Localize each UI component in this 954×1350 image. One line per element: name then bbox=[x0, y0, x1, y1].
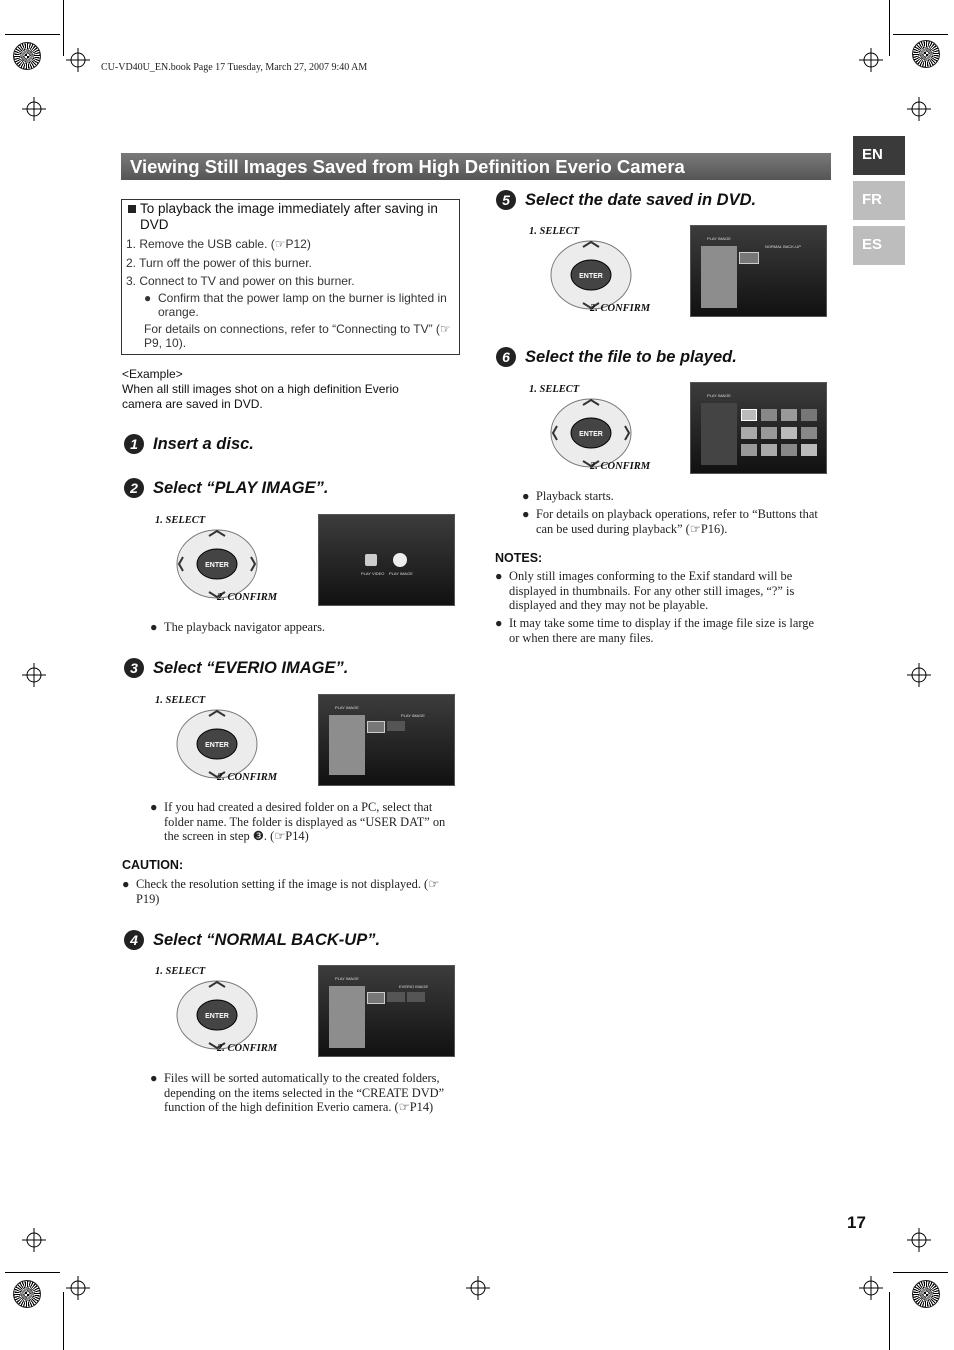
screen-selected-item bbox=[367, 721, 385, 733]
info-box bbox=[121, 199, 460, 355]
confirm-label: 2. CONFIRM bbox=[217, 592, 278, 603]
caution-bullet: ● Check the resolution setting if the image is not displayed. (☞P19) bbox=[122, 877, 440, 906]
note-item: ● It may take some time to display if the image file size is large or when there are many files. bbox=[495, 616, 814, 645]
crosshair-icon bbox=[66, 1276, 90, 1300]
registration-sunburst-icon bbox=[912, 1280, 940, 1308]
crosshair-icon bbox=[907, 663, 931, 687]
thumbnail bbox=[761, 427, 777, 439]
registration-sunburst-icon bbox=[13, 42, 41, 70]
enter-dial-icon bbox=[549, 238, 633, 312]
thumbnail bbox=[741, 444, 757, 456]
step2-bullet: ● The playback navigator appears. bbox=[150, 620, 326, 634]
registration-sunburst-icon bbox=[912, 40, 940, 68]
tab-language-fr[interactable]: FR bbox=[853, 181, 905, 220]
step-number: 1 bbox=[124, 434, 144, 454]
caution-heading: CAUTION: bbox=[122, 858, 184, 872]
confirm-label: 2. CONFIRM bbox=[217, 772, 278, 783]
crop-mark bbox=[5, 1272, 60, 1273]
book-header-line: CU-VD40U_EN.book Page 17 Tuesday, March 27, 2007 9:40 AM bbox=[101, 62, 368, 73]
example-label: <Example> bbox=[122, 367, 183, 381]
screen-thumbnails bbox=[690, 382, 827, 474]
play-video-label: PLAY VIDEO bbox=[361, 571, 385, 576]
screen-item bbox=[407, 992, 425, 1002]
thumbnail bbox=[801, 409, 817, 421]
svg-text:ENTER: ENTER bbox=[205, 562, 229, 569]
crosshair-icon bbox=[66, 48, 90, 72]
step-number: 2 bbox=[124, 478, 144, 498]
crosshair-icon bbox=[859, 48, 883, 72]
remote-dial-figure bbox=[150, 692, 290, 788]
remote-dial-figure bbox=[150, 963, 290, 1059]
step-title: Select “EVERIO IMAGE”. bbox=[153, 659, 349, 677]
screen-item bbox=[387, 721, 405, 731]
crop-mark bbox=[893, 34, 948, 35]
crosshair-icon bbox=[22, 663, 46, 687]
play-image-label: PLAY IMAGE bbox=[389, 571, 413, 576]
screen-left-panel bbox=[329, 715, 365, 775]
confirm-label: 2. CONFIRM bbox=[590, 303, 651, 314]
notes-heading: NOTES: bbox=[495, 551, 543, 565]
svg-text:ENTER: ENTER bbox=[579, 431, 603, 438]
screen-left-panel bbox=[701, 246, 737, 308]
step6-bullet: ● Playback starts. bbox=[522, 489, 614, 503]
page-title: Viewing Still Images Saved from High Definition Everio Camera bbox=[121, 153, 831, 180]
select-label: 1. SELECT bbox=[155, 966, 206, 977]
crosshair-icon bbox=[22, 97, 46, 121]
crosshair-icon bbox=[859, 1276, 883, 1300]
remote-dial-figure bbox=[150, 512, 290, 608]
camera-icon bbox=[393, 553, 407, 567]
svg-text:ENTER: ENTER bbox=[205, 742, 229, 749]
registration-sunburst-icon bbox=[13, 1280, 41, 1308]
screen-normal-backup bbox=[690, 225, 827, 317]
enter-dial-icon bbox=[175, 527, 259, 601]
info-item: 2. Turn off the power of this burner. bbox=[126, 255, 312, 270]
select-label: 1. SELECT bbox=[529, 226, 580, 237]
screen-header: PLAY IMAGE bbox=[335, 976, 359, 981]
step-title: Select the date saved in DVD. bbox=[525, 191, 757, 209]
enter-dial-icon bbox=[175, 978, 259, 1052]
screen-everio-image bbox=[318, 965, 455, 1057]
crop-mark bbox=[889, 0, 890, 56]
crop-mark bbox=[63, 1292, 64, 1350]
thumbnail bbox=[781, 427, 797, 439]
enter-dial-icon bbox=[549, 396, 633, 470]
thumbnail bbox=[761, 409, 777, 421]
screen-left-panel bbox=[701, 403, 737, 465]
crosshair-icon bbox=[22, 1228, 46, 1252]
screen-play-image bbox=[318, 694, 455, 786]
info-item: 3. Connect to TV and power on this burner. bbox=[126, 274, 355, 288]
step-title: Select “NORMAL BACK-UP”. bbox=[153, 931, 381, 949]
thumbnail bbox=[801, 427, 817, 439]
svg-text:ENTER: ENTER bbox=[579, 273, 603, 280]
step4-bullet: ● Files will be sorted automatically to the created folders, depending on the items selected in the “CREATE DVD” function of the high definition Everio camera. (☞P14) bbox=[150, 1071, 445, 1114]
screen-selected-item bbox=[367, 992, 385, 1004]
step6-bullet: ● For details on playback operations, refer to “Buttons that can be used during playback” (☞P16). bbox=[522, 507, 818, 536]
thumbnail bbox=[781, 409, 797, 421]
step-number: 4 bbox=[124, 930, 144, 950]
example-text: When all still images shot on a high definition Everio camera are saved in DVD. bbox=[122, 382, 399, 411]
svg-text:ENTER: ENTER bbox=[205, 1013, 229, 1020]
confirm-label: 2. CONFIRM bbox=[590, 461, 651, 472]
step-title: Select the file to be played. bbox=[525, 348, 737, 366]
screen-subheader: NORMAL BACK-UP bbox=[765, 244, 801, 249]
step-title: Select “PLAY IMAGE”. bbox=[153, 479, 329, 497]
crosshair-icon bbox=[907, 97, 931, 121]
page-number: 17 bbox=[847, 1213, 866, 1232]
step-number: 3 bbox=[124, 658, 144, 678]
select-label: 1. SELECT bbox=[529, 384, 580, 395]
screen-header: PLAY IMAGE bbox=[707, 236, 731, 241]
info-item: 1. Remove the USB cable. (☞P12) bbox=[126, 237, 311, 251]
step-title: Insert a disc. bbox=[153, 435, 254, 453]
select-label: 1. SELECT bbox=[155, 515, 206, 526]
thumbnail bbox=[801, 444, 817, 456]
confirm-label: 2. CONFIRM bbox=[217, 1043, 278, 1054]
step-number: 5 bbox=[496, 190, 516, 210]
remote-dial-figure bbox=[524, 381, 664, 477]
crosshair-icon bbox=[907, 1228, 931, 1252]
enter-dial-icon bbox=[175, 707, 259, 781]
step3-bullet: ● If you had created a desired folder on a PC, select that folder name. The folder is displayed as “USER DAT” on the screen in step ❸. (☞P14) bbox=[150, 800, 446, 843]
tab-language-en[interactable]: EN bbox=[853, 136, 905, 175]
note-item: ● Only still images conforming to the Exif standard will be displayed in thumbnails. For any other still images, “?” is displayed and they may not be playable. bbox=[495, 569, 795, 612]
crop-mark bbox=[893, 1272, 948, 1273]
info-sub-bullet: ● Confirm that the power lamp on the burner is lighted in orange. bbox=[144, 290, 447, 319]
square-bullet-icon bbox=[128, 205, 136, 213]
thumbnail bbox=[741, 409, 757, 421]
info-box-heading: To playback the image immediately after saving in DVD bbox=[126, 201, 453, 232]
info-note: For details on connections, refer to “Connecting to TV” (☞P9, 10). bbox=[144, 321, 451, 350]
tab-language-es[interactable]: ES bbox=[853, 226, 905, 265]
screen-subheader: EVERIO IMAGE bbox=[399, 984, 429, 989]
crop-mark bbox=[5, 34, 60, 35]
screen-subheader: PLAY IMAGE bbox=[401, 713, 425, 718]
crop-mark bbox=[889, 1292, 890, 1350]
select-label: 1. SELECT bbox=[155, 695, 206, 706]
crosshair-icon bbox=[466, 1276, 490, 1300]
thumbnail bbox=[741, 427, 757, 439]
video-camera-icon bbox=[365, 554, 377, 566]
screen-play-menu bbox=[318, 514, 455, 606]
screen-item bbox=[387, 992, 405, 1002]
screen-header: PLAY IMAGE bbox=[335, 705, 359, 710]
thumbnail bbox=[761, 444, 777, 456]
crop-mark bbox=[63, 0, 64, 56]
remote-dial-figure bbox=[524, 223, 664, 319]
screen-selected-item bbox=[739, 252, 759, 264]
thumbnail bbox=[781, 444, 797, 456]
screen-left-panel bbox=[329, 986, 365, 1048]
screen-header: PLAY IMAGE bbox=[707, 393, 731, 398]
step-number: 6 bbox=[496, 347, 516, 367]
